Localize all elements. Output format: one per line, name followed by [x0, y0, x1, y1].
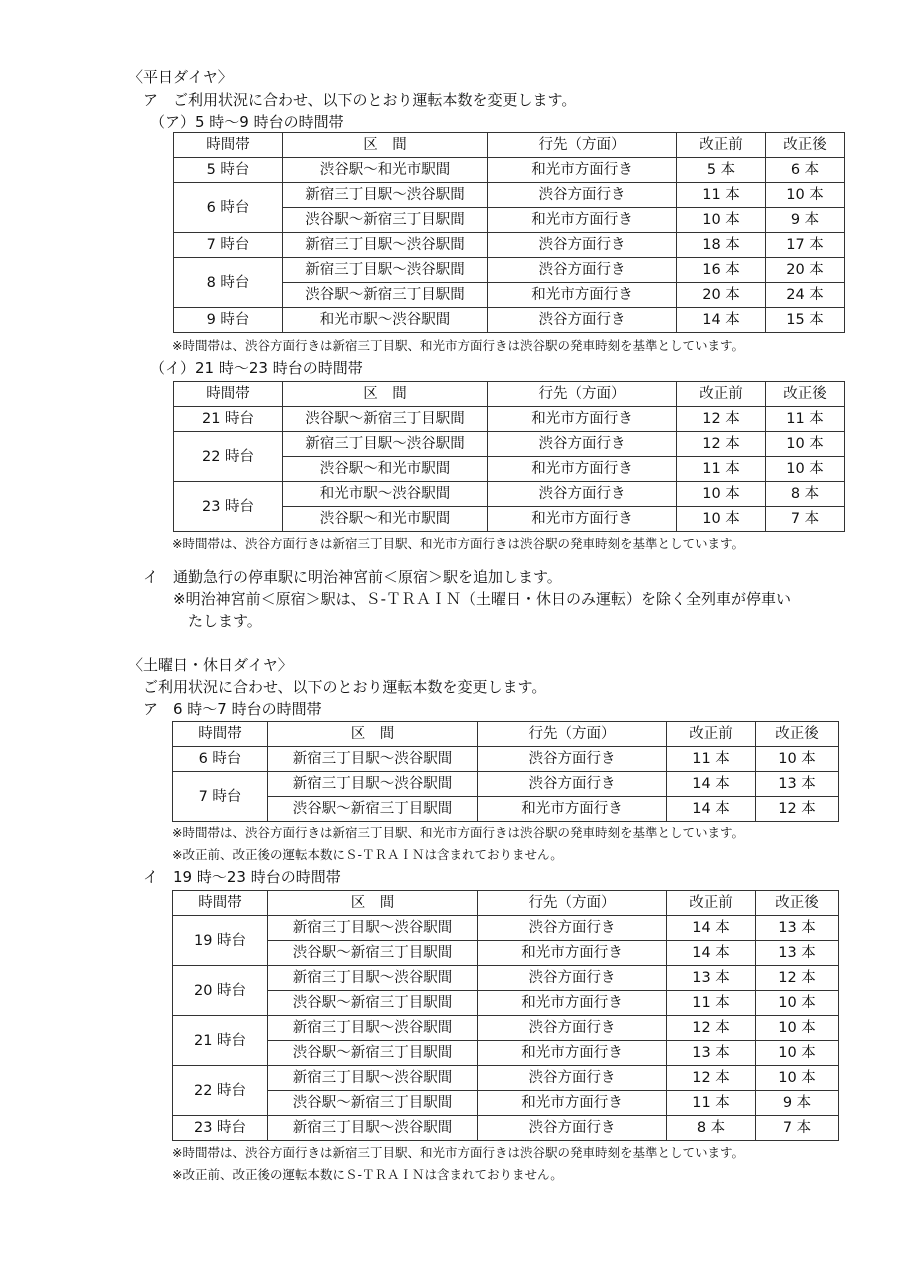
holiday-sub-i-note-1: ※時間帯は、渋谷方面行きは新宿三丁目駅、和光市方面行きは渋谷駅の発車時刻を基準としています。 — [172, 1145, 744, 1160]
time-cell: 23 時台 — [174, 482, 283, 532]
header-cell: 改正後 — [766, 382, 845, 407]
holiday-sub-i-note-2: ※改正前、改正後の運転本数にＳ-ＴＲＡＩＮは含まれておりません。 — [172, 1167, 563, 1182]
table-row — [173, 991, 839, 1016]
section-cell: 新宿三丁目駅～渋谷駅間 — [268, 1016, 478, 1041]
before-cell: 5 本 — [677, 158, 766, 183]
table-row — [174, 308, 845, 333]
weekday-item-i-note-2: たします。 — [188, 612, 262, 630]
section-cell: 渋谷駅～新宿三丁目駅間 — [268, 1041, 478, 1066]
table-row — [173, 797, 839, 822]
section-cell: 新宿三丁目駅～渋谷駅間 — [268, 966, 478, 991]
direction-cell: 渋谷方面行き — [478, 747, 667, 772]
direction-cell: 和光市方面行き — [488, 208, 677, 233]
after-cell: 7 本 — [756, 1116, 839, 1141]
time-cell: 8 時台 — [174, 258, 283, 308]
before-cell: 10 本 — [677, 507, 766, 532]
before-cell: 14 本 — [667, 772, 756, 797]
direction-cell: 渋谷方面行き — [478, 1016, 667, 1041]
weekday-sub-i-note: ※時間帯は、渋谷方面行きは新宿三丁目駅、和光市方面行きは渋谷駅の発車時刻を基準としています。 — [172, 536, 744, 551]
before-cell: 13 本 — [667, 966, 756, 991]
time-cell: 6 時台 — [173, 747, 268, 772]
before-cell: 11 本 — [667, 991, 756, 1016]
direction-cell: 和光市方面行き — [478, 991, 667, 1016]
weekday-heading: 〈平日ダイヤ〉 — [128, 68, 233, 86]
time-cell: 19 時台 — [173, 916, 268, 966]
before-cell: 11 本 — [667, 747, 756, 772]
weekday-item-i: イ 通勤急行の停車駅に明治神宮前＜原宿＞駅を追加します。 — [143, 568, 562, 586]
after-cell: 10 本 — [766, 183, 845, 208]
time-cell: 9 時台 — [174, 308, 283, 333]
before-cell: 20 本 — [677, 283, 766, 308]
direction-cell: 渋谷方面行き — [488, 183, 677, 208]
holiday-sub-a-note-2: ※改正前、改正後の運転本数にＳ-ＴＲＡＩＮは含まれておりません。 — [172, 847, 563, 862]
time-cell: 20 時台 — [173, 966, 268, 1016]
header-cell: 行先（方面） — [488, 382, 677, 407]
time-cell: 22 時台 — [174, 432, 283, 482]
table-header-row — [174, 382, 845, 407]
direction-cell: 和光市方面行き — [488, 457, 677, 482]
header-cell: 改正後 — [766, 133, 845, 158]
before-cell: 10 本 — [677, 208, 766, 233]
after-cell: 13 本 — [756, 772, 839, 797]
section-cell: 新宿三丁目駅～渋谷駅間 — [283, 432, 488, 457]
holiday-sub-a-note-1: ※時間帯は、渋谷方面行きは新宿三丁目駅、和光市方面行きは渋谷駅の発車時刻を基準としています。 — [172, 825, 744, 840]
before-cell: 18 本 — [677, 233, 766, 258]
before-cell: 8 本 — [667, 1116, 756, 1141]
after-cell: 24 本 — [766, 283, 845, 308]
header-cell: 区 間 — [268, 722, 478, 747]
table-row — [173, 1116, 839, 1141]
header-cell: 時間帯 — [174, 133, 283, 158]
time-cell: 23 時台 — [173, 1116, 268, 1141]
before-cell: 12 本 — [677, 407, 766, 432]
section-cell: 新宿三丁目駅～渋谷駅間 — [268, 916, 478, 941]
after-cell: 7 本 — [766, 507, 845, 532]
table-row — [173, 1041, 839, 1066]
time-cell: 5 時台 — [174, 158, 283, 183]
after-cell: 10 本 — [756, 1041, 839, 1066]
direction-cell: 渋谷方面行き — [488, 308, 677, 333]
direction-cell: 渋谷方面行き — [488, 233, 677, 258]
weekday-sub-a-title: （ア）5 時～9 時台の時間帯 — [150, 113, 344, 131]
table-row — [173, 1091, 839, 1116]
section-cell: 渋谷駅～新宿三丁目駅間 — [268, 941, 478, 966]
table-row — [174, 258, 845, 283]
weekday-item-i-note-1: ※明治神宮前＜原宿＞駅は、Ｓ-ＴＲＡＩＮ（土曜日・休日のみ運転）を除く全列車が停車い — [173, 590, 791, 608]
section-cell: 渋谷駅～新宿三丁目駅間 — [283, 407, 488, 432]
table-row — [174, 233, 845, 258]
header-cell: 改正後 — [756, 722, 839, 747]
direction-cell: 和光市方面行き — [488, 407, 677, 432]
section-cell: 新宿三丁目駅～渋谷駅間 — [283, 233, 488, 258]
after-cell: 9 本 — [766, 208, 845, 233]
before-cell: 12 本 — [677, 432, 766, 457]
section-cell: 渋谷駅～新宿三丁目駅間 — [283, 283, 488, 308]
table-row — [173, 1066, 839, 1091]
section-cell: 渋谷駅～新宿三丁目駅間 — [268, 991, 478, 1016]
table-row — [173, 916, 839, 941]
weekday-night-table — [173, 381, 845, 532]
header-cell: 行先（方面） — [488, 133, 677, 158]
time-cell: 21 時台 — [174, 407, 283, 432]
section-cell: 新宿三丁目駅～渋谷駅間 — [268, 747, 478, 772]
header-cell: 改正前 — [667, 891, 756, 916]
header-cell: 改正前 — [677, 133, 766, 158]
header-cell: 改正前 — [677, 382, 766, 407]
direction-cell: 渋谷方面行き — [478, 966, 667, 991]
header-cell: 行先（方面） — [478, 891, 667, 916]
weekday-sub-a-note: ※時間帯は、渋谷方面行きは新宿三丁目駅、和光市方面行きは渋谷駅の発車時刻を基準としています。 — [172, 338, 744, 353]
direction-cell: 和光市方面行き — [478, 1041, 667, 1066]
header-cell: 区 間 — [283, 133, 488, 158]
time-cell: 22 時台 — [173, 1066, 268, 1116]
section-cell: 和光市駅～渋谷駅間 — [283, 482, 488, 507]
table-row — [174, 432, 845, 457]
section-cell: 渋谷駅～和光市駅間 — [283, 158, 488, 183]
after-cell: 12 本 — [756, 966, 839, 991]
holiday-sub-i-title: イ 19 時～23 時台の時間帯 — [143, 868, 341, 886]
after-cell: 10 本 — [766, 432, 845, 457]
direction-cell: 和光市方面行き — [478, 797, 667, 822]
before-cell: 14 本 — [667, 916, 756, 941]
after-cell: 11 本 — [766, 407, 845, 432]
section-cell: 新宿三丁目駅～渋谷駅間 — [283, 258, 488, 283]
header-cell: 時間帯 — [173, 722, 268, 747]
direction-cell: 渋谷方面行き — [488, 482, 677, 507]
direction-cell: 和光市方面行き — [478, 941, 667, 966]
before-cell: 14 本 — [667, 797, 756, 822]
direction-cell: 和光市方面行き — [488, 283, 677, 308]
header-cell: 区 間 — [268, 891, 478, 916]
holiday-intro: ご利用状況に合わせ、以下のとおり運転本数を変更します。 — [143, 678, 547, 696]
section-cell: 渋谷駅～和光市駅間 — [283, 457, 488, 482]
before-cell: 11 本 — [667, 1091, 756, 1116]
table-header-row — [173, 891, 839, 916]
holiday-heading: 〈土曜日・休日ダイヤ〉 — [128, 656, 293, 674]
direction-cell: 和光市方面行き — [488, 158, 677, 183]
header-cell: 改正前 — [667, 722, 756, 747]
direction-cell: 渋谷方面行き — [478, 772, 667, 797]
table-row — [173, 941, 839, 966]
direction-cell: 渋谷方面行き — [478, 916, 667, 941]
after-cell: 10 本 — [756, 991, 839, 1016]
before-cell: 12 本 — [667, 1066, 756, 1091]
after-cell: 13 本 — [756, 941, 839, 966]
weekday-item-a: ア ご利用状況に合わせ、以下のとおり運転本数を変更します。 — [143, 91, 577, 109]
section-cell: 新宿三丁目駅～渋谷駅間 — [268, 1066, 478, 1091]
after-cell: 17 本 — [766, 233, 845, 258]
section-cell: 和光市駅～渋谷駅間 — [283, 308, 488, 333]
before-cell: 14 本 — [677, 308, 766, 333]
before-cell: 10 本 — [677, 482, 766, 507]
section-cell: 新宿三丁目駅～渋谷駅間 — [283, 183, 488, 208]
before-cell: 11 本 — [677, 457, 766, 482]
header-cell: 区 間 — [283, 382, 488, 407]
direction-cell: 和光市方面行き — [488, 507, 677, 532]
direction-cell: 渋谷方面行き — [478, 1066, 667, 1091]
after-cell: 8 本 — [766, 482, 845, 507]
holiday-morning-table — [172, 721, 839, 822]
time-cell: 7 時台 — [174, 233, 283, 258]
after-cell: 10 本 — [756, 747, 839, 772]
section-cell: 渋谷駅～新宿三丁目駅間 — [283, 208, 488, 233]
table-row — [173, 772, 839, 797]
header-cell: 時間帯 — [173, 891, 268, 916]
after-cell: 6 本 — [766, 158, 845, 183]
table-row — [174, 482, 845, 507]
header-cell: 改正後 — [756, 891, 839, 916]
table-row — [173, 1016, 839, 1041]
before-cell: 14 本 — [667, 941, 756, 966]
time-cell: 7 時台 — [173, 772, 268, 822]
direction-cell: 渋谷方面行き — [478, 1116, 667, 1141]
after-cell: 20 本 — [766, 258, 845, 283]
table-header-row — [173, 722, 839, 747]
table-row — [174, 158, 845, 183]
direction-cell: 渋谷方面行き — [488, 432, 677, 457]
after-cell: 10 本 — [766, 457, 845, 482]
table-row — [173, 966, 839, 991]
header-cell: 時間帯 — [174, 382, 283, 407]
after-cell: 12 本 — [756, 797, 839, 822]
before-cell: 16 本 — [677, 258, 766, 283]
direction-cell: 和光市方面行き — [478, 1091, 667, 1116]
table-row — [173, 747, 839, 772]
section-cell: 新宿三丁目駅～渋谷駅間 — [268, 1116, 478, 1141]
after-cell: 13 本 — [756, 916, 839, 941]
before-cell: 13 本 — [667, 1041, 756, 1066]
time-cell: 6 時台 — [174, 183, 283, 233]
section-cell: 渋谷駅～新宿三丁目駅間 — [268, 797, 478, 822]
direction-cell: 渋谷方面行き — [488, 258, 677, 283]
after-cell: 10 本 — [756, 1016, 839, 1041]
table-row — [174, 407, 845, 432]
section-cell: 渋谷駅～新宿三丁目駅間 — [268, 1091, 478, 1116]
before-cell: 11 本 — [677, 183, 766, 208]
weekday-morning-table — [173, 132, 845, 333]
section-cell: 新宿三丁目駅～渋谷駅間 — [268, 772, 478, 797]
after-cell: 9 本 — [756, 1091, 839, 1116]
after-cell: 15 本 — [766, 308, 845, 333]
before-cell: 12 本 — [667, 1016, 756, 1041]
header-cell: 行先（方面） — [478, 722, 667, 747]
time-cell: 21 時台 — [173, 1016, 268, 1066]
holiday-night-table — [172, 890, 839, 1141]
table-row — [174, 183, 845, 208]
holiday-sub-a-title: ア 6 時～7 時台の時間帯 — [143, 700, 322, 718]
after-cell: 10 本 — [756, 1066, 839, 1091]
weekday-sub-i-title: （イ）21 時～23 時台の時間帯 — [150, 359, 363, 377]
table-header-row — [174, 133, 845, 158]
section-cell: 渋谷駅～和光市駅間 — [283, 507, 488, 532]
